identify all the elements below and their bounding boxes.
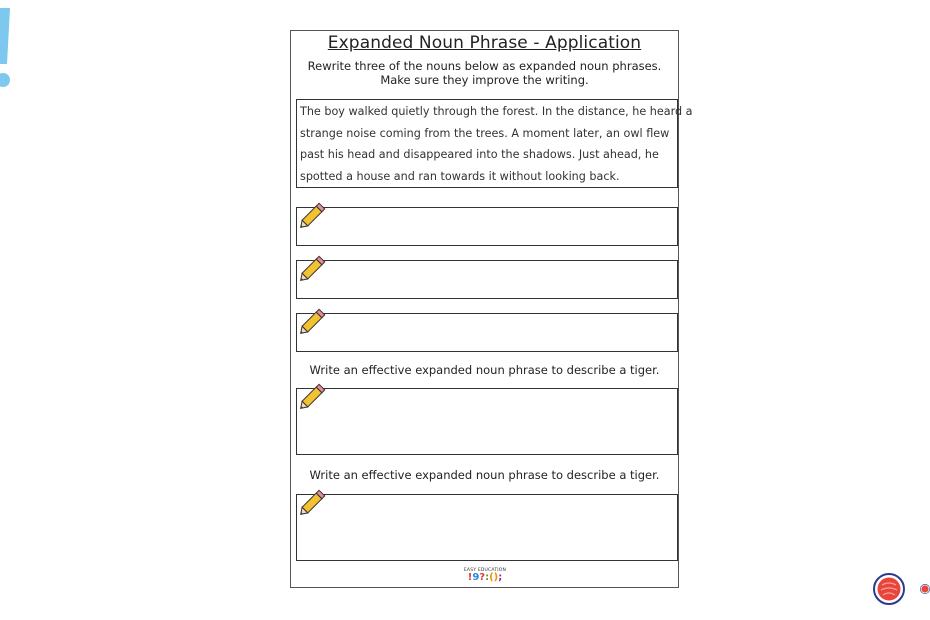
easy-education-logo — [463, 568, 507, 583]
pencil-icon — [294, 379, 330, 415]
worksheet-page — [290, 30, 693, 588]
passage-line: spotted a house and ran towards it without looking back. — [300, 169, 620, 183]
pencil-icon — [294, 485, 330, 521]
worksheet-instruction: Rewrite three of the nouns below as expanded noun phrases. Make sure they improve the writing. — [307, 59, 662, 87]
logo-glyphs: !9?:(); — [467, 572, 503, 583]
tiger-prompt-1: Write an effective expanded noun phrase to describe a tiger. — [309, 363, 660, 377]
pencil-icon — [294, 304, 330, 340]
answer-box-3[interactable] — [296, 313, 678, 352]
record-button-icon[interactable] — [920, 573, 930, 605]
tiger-prompt-2: Write an effective expanded noun phrase to describe a tiger. — [309, 468, 660, 482]
passage-line: strange noise coming from the trees. A moment later, an owl flew — [300, 126, 670, 140]
worksheet-title: Expanded Noun Phrase - Application — [327, 33, 642, 53]
passage-line: The boy walked quietly through the forest. In the distance, he heard a — [300, 105, 693, 118]
exclamation-mark-decoration — [0, 6, 12, 90]
answer-box-1[interactable] — [296, 207, 678, 246]
answer-box-5[interactable] — [296, 494, 678, 561]
pencil-icon — [294, 198, 330, 234]
record-button-icon[interactable] — [873, 573, 905, 605]
answer-box-4[interactable] — [296, 388, 678, 455]
answer-box-2[interactable] — [296, 260, 678, 299]
pencil-icon — [294, 251, 330, 287]
passage-box — [296, 99, 693, 188]
passage-line: past his head and disappeared into the shadows. Just ahead, he — [300, 148, 659, 161]
logo-label: EASY EDUCATION — [463, 568, 507, 573]
